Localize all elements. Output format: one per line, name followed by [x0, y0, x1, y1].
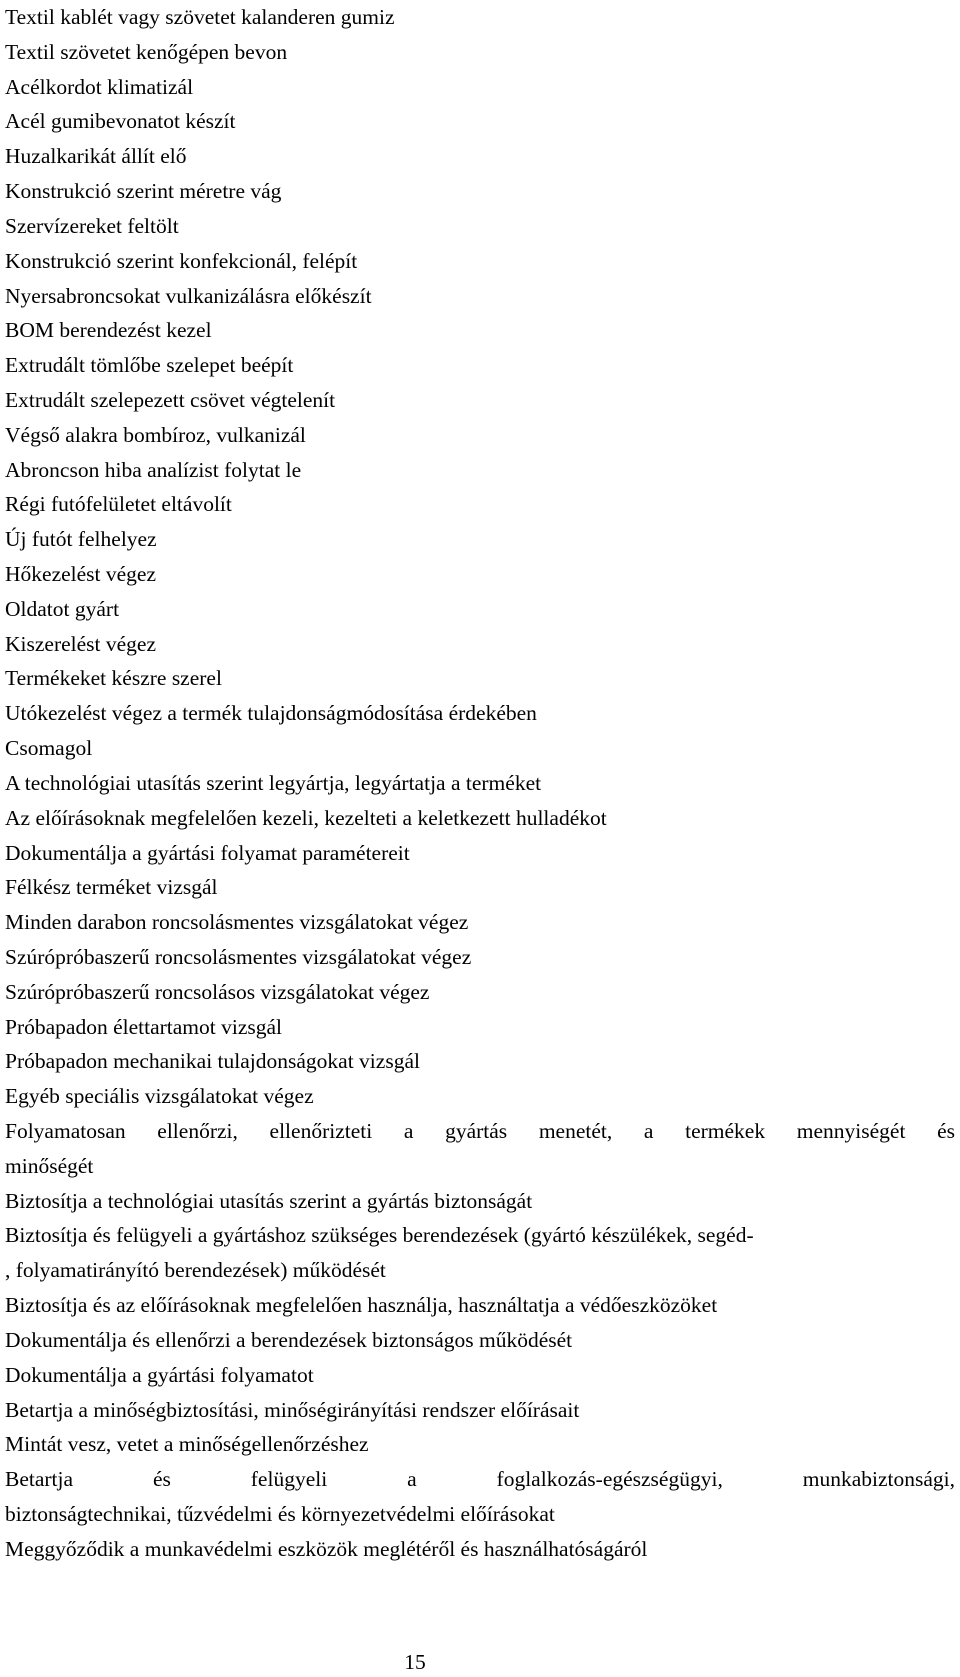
task-line: Mintát vesz, vetet a minőségellenőrzéshez — [5, 1432, 369, 1457]
task-line: Biztosítja és az előírásoknak megfelelően használja, használtatja a védőeszközöket — [5, 1293, 718, 1318]
task-line: Végső alakra bombíroz, vulkanizál — [5, 422, 306, 447]
task-line: Dokumentálja a gyártási folyamat paramétereit — [5, 840, 410, 865]
task-line: Utókezelést végez a termék tulajdonságmódosítása érdekében — [5, 701, 537, 726]
task-line: Biztosítja a technológiai utasítás szerint a gyártás biztonságát — [5, 1188, 533, 1213]
task-line: Régi futófelületet eltávolít — [5, 492, 232, 517]
task-line: Kiszerelést végez — [5, 631, 157, 656]
task-line: A technológiai utasítás szerint legyártja, legyártatja a terméket — [5, 770, 542, 795]
task-line: Szúrópróbaszerű roncsolásmentes vizsgálatokat végez — [5, 944, 472, 969]
task-line: Szervízereket feltölt — [5, 213, 179, 238]
task-line: Meggyőződik a munkavédelmi eszközök meglétéről és használhatóságáról — [5, 1536, 648, 1561]
task-line: BOM berendezést kezel — [5, 318, 212, 343]
task-line: Extrudált szelepezett csövet végtelenít — [5, 387, 336, 412]
task-line: Az előírásoknak megfelelően kezeli, kezelteti a keletkezett hulladékot — [5, 805, 607, 830]
task-line: Konstrukció szerint méretre vág — [5, 179, 282, 204]
task-line: Csomagol — [5, 736, 93, 761]
task-line: Betartja a minőségbiztosítási, minőségirányítási rendszer előírásait — [5, 1397, 580, 1422]
task-list — [5, 0, 955, 1567]
task-line: Textil kablét vagy szövetet kalanderen gumiz — [5, 5, 395, 29]
task-line: Dokumentálja és ellenőrzi a berendezések biztonságos működését — [5, 1327, 573, 1352]
task-line: Biztosítja és felügyeli a gyártáshoz szükséges berendezések (gyártó készülékek, segéd- — [5, 1223, 754, 1248]
task-line: Egyéb speciális vizsgálatokat végez — [5, 1084, 314, 1109]
task-line: Konstrukció szerint konfekcionál, felépít — [5, 248, 358, 273]
task-line: Félkész terméket vizsgál — [5, 875, 218, 900]
task-line: Új futót felhelyez — [5, 527, 157, 552]
task-line: Nyersabroncsokat vulkanizálásra előkészít — [5, 283, 372, 308]
task-line: Próbapadon élettartamot vizsgál — [5, 1014, 283, 1039]
task-line: Oldatot gyárt — [5, 596, 120, 621]
task-line: Szúrópróbaszerű roncsolásos vizsgálatokat végez — [5, 979, 430, 1004]
task-line: Hőkezelést végez — [5, 562, 157, 586]
task-line: Minden darabon roncsolásmentes vizsgálatokat végez — [5, 910, 469, 935]
task-line: Extrudált tömlőbe szelepet beépít — [5, 353, 294, 378]
page-number: 15 — [404, 1650, 426, 1674]
task-line: Acél gumibevonatot készít — [5, 109, 236, 134]
task-line: Folyamatosan ellenőrzi, ellenőrizteti a gyártás menetét, a termékek mennyiségét és — [5, 1119, 955, 1143]
task-line: Dokumentálja a gyártási folyamatot — [5, 1362, 314, 1387]
task-line: Huzalkarikát állít elő — [5, 144, 187, 169]
task-line: , folyamatirányító berendezések) működését — [5, 1258, 386, 1283]
document-page — [5, 0, 955, 1677]
task-line: minőségét — [5, 1153, 94, 1178]
task-line: Betartja és felügyeli a foglalkozás-egészségügyi, munkabiztonsági, — [5, 1467, 955, 1492]
task-line: Textil szövetet kenőgépen bevon — [5, 39, 288, 64]
task-line: Termékeket készre szerel — [5, 666, 222, 691]
task-line: Acélkordot klimatizál — [5, 74, 194, 99]
task-line: biztonságtechnikai, tűzvédelmi és környezetvédelmi előírásokat — [5, 1501, 555, 1526]
task-line: Próbapadon mechanikai tulajdonságokat vizsgál — [5, 1049, 420, 1074]
task-line: Abroncson hiba analízist folytat le — [5, 457, 302, 482]
